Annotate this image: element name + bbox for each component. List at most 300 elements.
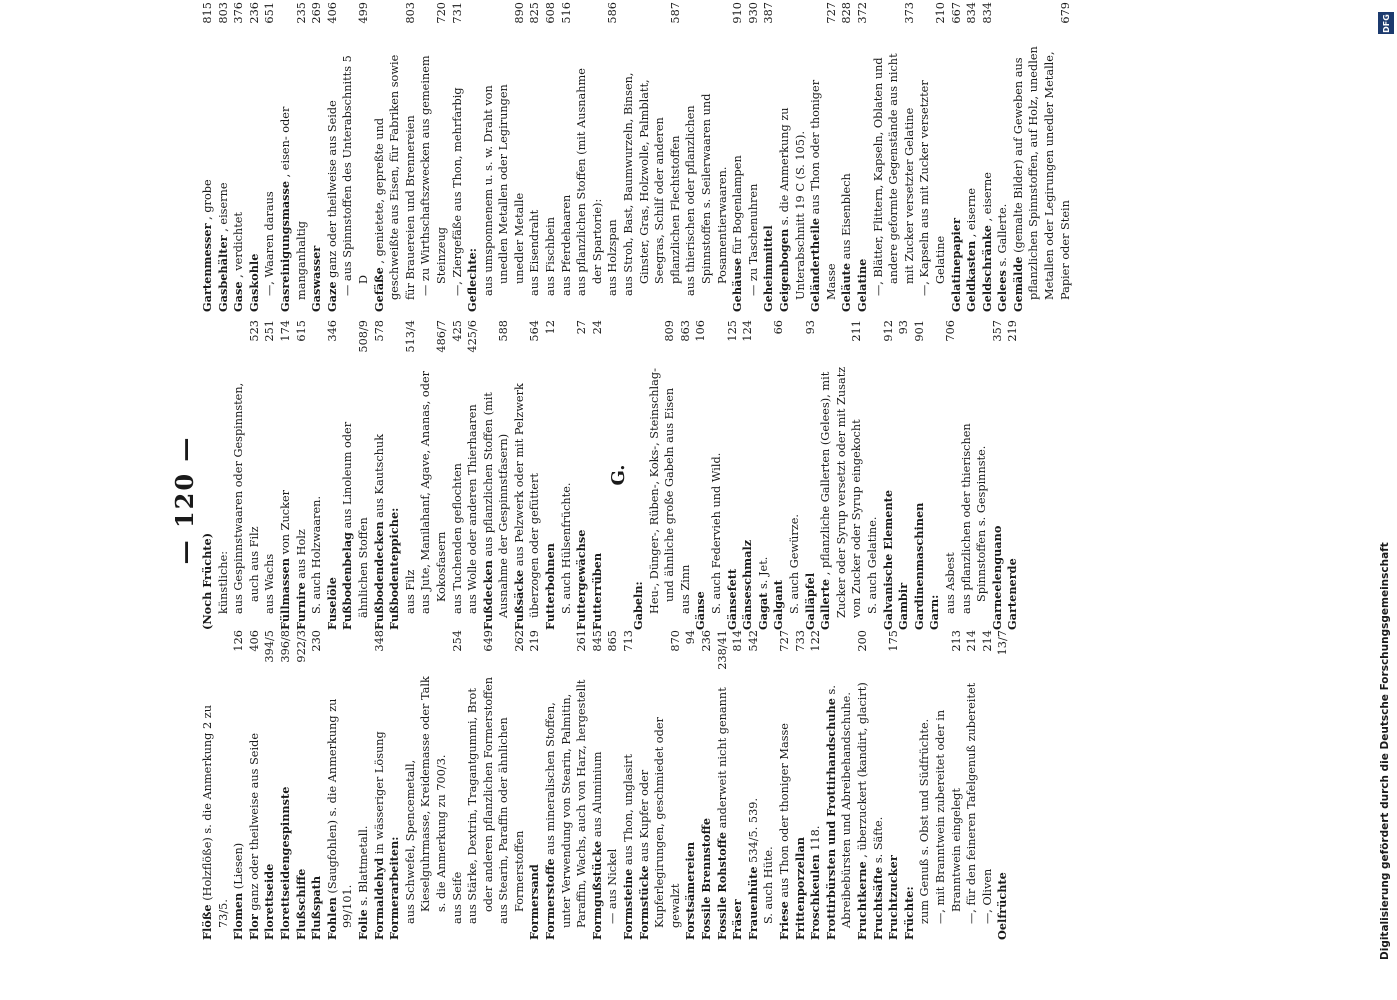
entry-term: Flöße xyxy=(200,904,214,940)
entry-page-ref: 828 xyxy=(840,2,854,24)
entry-page-ref: 863 xyxy=(678,320,692,342)
entry-description: aus mineralischen Stoffen, unter Verwendung von Stearin, Palmitin, Paraffin, Wachs, auch von Harz, hergestellt xyxy=(544,679,589,928)
entry-page-ref: 230 xyxy=(310,630,324,652)
entry-page-ref: 901 xyxy=(912,320,926,342)
index-entry xyxy=(917,2,948,312)
entry-term: Frottirbürsten und Frottirhandschuhe xyxy=(823,698,838,940)
entry-page-ref: 174 xyxy=(278,320,292,342)
index-entry xyxy=(465,320,481,630)
entry-page-ref: 406 xyxy=(325,2,339,24)
entry-term: Fruchtzucker xyxy=(886,855,901,940)
entry-page-ref: 815 xyxy=(201,2,214,24)
index-entry xyxy=(995,630,1011,940)
index-entry xyxy=(777,630,793,940)
entry-description: aus Stärke, Dextrin, Tragantgummi, Brot oder anderen pflanzlichen Formerstoffen xyxy=(466,676,495,924)
entry-description: — zu Wirthschaftszwecken aus gemeinem Steinzeug xyxy=(419,55,448,296)
entry-page-ref: 578 xyxy=(372,320,386,342)
letter-heading: G. xyxy=(608,464,630,486)
index-entry xyxy=(278,630,294,940)
entry-page-ref: 542 xyxy=(746,630,760,652)
entry-page-ref: 406 xyxy=(247,630,261,652)
entry-description: s. Gallerte. xyxy=(996,203,1010,267)
index-entry xyxy=(216,320,232,630)
entry-term: Gelees xyxy=(995,270,1010,312)
entry-page-ref: 373 xyxy=(902,2,916,24)
index-entry xyxy=(818,320,865,630)
entry-description: — aus Nickel xyxy=(606,848,620,924)
index-entry xyxy=(340,2,371,312)
index-entry xyxy=(933,630,964,940)
entry-page-ref: 649 xyxy=(481,630,495,652)
entry-term: Fußbodendecken xyxy=(371,521,386,630)
index-entry xyxy=(325,2,341,312)
index-entry xyxy=(871,2,918,312)
entry-page-ref: 615 xyxy=(294,320,308,342)
entry-term: Futterbohnen xyxy=(543,543,558,630)
entry-description: , überzuckert (kandirt, glacirt) xyxy=(855,682,869,858)
index-entry xyxy=(574,2,605,312)
entry-description: , grobe xyxy=(201,179,214,220)
entry-description: —, für den feineren Tafelgenuß zubereitet xyxy=(965,682,979,924)
entry-page-ref: 834 xyxy=(965,2,979,24)
dfg-logo-text: DFG xyxy=(1381,13,1391,33)
index-entry xyxy=(450,630,466,940)
entry-term: Frauenhüte xyxy=(745,866,760,940)
entry-description: aus Kautschuk xyxy=(372,433,386,518)
entry-page-ref: 106 xyxy=(694,320,708,342)
entry-term: Gartenmesser xyxy=(200,223,214,312)
entry-description: S. auch Holzwaaren. xyxy=(310,495,324,614)
index-entry xyxy=(725,320,741,630)
entry-page-ref: 122 xyxy=(809,630,823,652)
index-entry xyxy=(881,320,897,630)
index-entry xyxy=(543,320,559,630)
index-entry xyxy=(824,630,855,940)
entry-page-ref: 845 xyxy=(590,630,604,652)
entry-term: Formgußstücke xyxy=(589,840,604,940)
digitization-note: Digitalisierung gefördert durch die Deutsche Forschungsgemeinschaft xyxy=(1379,542,1391,960)
entry-page-ref: 219 xyxy=(1006,320,1020,342)
index-entry xyxy=(683,2,730,312)
entry-page-ref: 910 xyxy=(731,2,745,24)
entry-page-ref: 731 xyxy=(450,2,464,24)
entry-description: aus pflanzlichen oder thierischen Spinnstoffen s. Gespinnste. xyxy=(959,423,989,614)
entry-term: Geläute xyxy=(839,262,854,312)
entry-term: Fußbodenbelag xyxy=(340,532,355,630)
entry-page-ref: 12 xyxy=(544,320,558,335)
entry-description: aus Eisenblech xyxy=(840,173,854,260)
entry-page-ref: 425/6 xyxy=(466,320,480,353)
entry-description: aus umsponnenem u. s. w. Draht von unedlen Metallen oder Legirungen unedler Metalle xyxy=(481,84,526,296)
index-entry xyxy=(761,630,777,940)
entry-term: Gartenerde xyxy=(1005,558,1020,630)
entry-page-ref: 214 xyxy=(980,630,994,652)
entry-description: s. Blattmetall. xyxy=(356,825,370,906)
entry-page-ref: 727 xyxy=(824,2,838,24)
index-entry xyxy=(294,630,310,940)
entry-page-ref: 124 xyxy=(741,320,755,342)
entry-description: , eiserne xyxy=(965,187,979,238)
index-entry xyxy=(465,630,496,940)
index-entry xyxy=(787,320,803,630)
index-entry xyxy=(964,2,980,312)
entry-page-ref: 348 xyxy=(372,630,386,652)
index-entry xyxy=(325,630,356,940)
entry-page-ref: 261 xyxy=(575,630,589,652)
index-entry xyxy=(1005,320,1021,630)
entry-page-ref: 825 xyxy=(528,2,542,24)
entry-page-ref: 24 xyxy=(590,320,604,335)
entry-page-ref: 66 xyxy=(772,320,786,335)
entry-term: Gänse xyxy=(693,591,708,630)
index-entry xyxy=(527,630,543,940)
entry-term: Fußsäcke xyxy=(511,569,526,630)
index-entry xyxy=(855,630,871,940)
entry-page-ref: 27 xyxy=(575,320,589,335)
entry-page-ref: 376 xyxy=(232,2,246,24)
entry-term: Geheimmittel xyxy=(761,225,776,312)
index-entry xyxy=(247,2,263,312)
index-entry xyxy=(262,320,278,630)
entry-term: Gaze xyxy=(324,281,339,312)
entry-page-ref: 720 xyxy=(434,2,448,24)
index-entry xyxy=(746,630,762,940)
entry-description: , eiserne xyxy=(216,182,230,232)
index-entry xyxy=(740,320,756,630)
index-entry xyxy=(481,320,512,630)
entry-term: Gänseschmalz xyxy=(740,539,755,630)
entry-page-ref: 516 xyxy=(559,2,573,24)
index-entry xyxy=(309,630,325,940)
index-entry xyxy=(839,2,855,312)
entry-term: Flor xyxy=(246,914,261,940)
entry-term: Formerarbeiten: xyxy=(387,836,402,940)
entry-description: —, mit Branntwein zubereitet oder in Branntwein eingelegt xyxy=(933,709,963,924)
index-entry xyxy=(647,320,678,630)
entry-description: aus Filz xyxy=(403,569,417,614)
entry-page-ref: 834 xyxy=(980,2,994,24)
entry-page-ref: 396/8 xyxy=(278,630,292,663)
entry-term: Formaldehyd xyxy=(371,857,386,940)
entry-description: aus Schwefel, Spencemetall, Kieselguhrmasse, Kreidemasse oder Talk s. die Anmerkung zu 700/3. xyxy=(403,676,448,924)
index-entry xyxy=(512,320,543,630)
entry-description: aus Tuchenden geflochten xyxy=(450,463,464,614)
entry-term: Geländertheile xyxy=(808,217,823,312)
entry-description: (gemalte Bilder) auf Geweben aus pflanzlichen Spinnstoffen, auf Holz, unedlen Metallen oder Legirungen unedler Metalle, Papier oder Stein xyxy=(1011,46,1072,300)
entry-page-ref: 803 xyxy=(403,2,417,24)
index-entry xyxy=(590,320,606,630)
index-entry xyxy=(771,320,787,630)
index-entry xyxy=(543,630,590,940)
index-entry xyxy=(543,2,559,312)
index-entry xyxy=(621,630,637,940)
entry-page-ref: 238/41 xyxy=(715,630,729,670)
index-entry xyxy=(247,630,263,940)
entry-description: aus Holz xyxy=(294,529,308,579)
entry-term: Füllmassen xyxy=(277,557,292,630)
entry-term: Fuselöle xyxy=(324,577,339,630)
entry-description: — aus Spinnstoffen des Unterabschnitts 5 D xyxy=(341,55,370,296)
entry-description: aus Jute, Manilahanf, Agave, Ananas, oder Kokosfasern xyxy=(419,370,448,614)
index-entry xyxy=(959,320,990,630)
index-entry xyxy=(1011,2,1073,312)
entry-term: Fossile Rohstoffe xyxy=(714,831,729,940)
index-entry xyxy=(678,320,694,630)
entry-page-ref: 269 xyxy=(310,2,324,24)
index-entry xyxy=(387,630,403,940)
page-number: — 120 — xyxy=(170,435,199,565)
entry-description: aus Stearin, Paraffin oder ähnlichen Formerstoffen xyxy=(497,717,526,924)
entry-page-ref: 210 xyxy=(933,2,947,24)
entry-description: aus Pferdehaaren xyxy=(559,194,573,296)
index-entry xyxy=(693,320,709,630)
entry-term: Garn: xyxy=(927,594,942,630)
entry-description: (Saugfohlen) s. die Anmerkung zu 99/101. xyxy=(325,698,355,928)
index-entry xyxy=(418,2,449,312)
index-entry xyxy=(917,630,933,940)
index-entry xyxy=(450,320,466,630)
index-entry xyxy=(372,2,419,312)
entry-page-ref: 211 xyxy=(850,320,864,342)
index-entry xyxy=(325,320,341,630)
entry-page-ref: 809 xyxy=(663,320,677,342)
index-entry xyxy=(980,630,996,940)
digitization-banner xyxy=(1375,0,1395,1000)
entry-description: aus Zinn xyxy=(678,564,692,614)
entry-page-ref: 930 xyxy=(746,2,760,24)
index-entry xyxy=(886,630,902,940)
entry-description: aus Aluminium xyxy=(590,751,604,838)
index-entry xyxy=(808,630,824,940)
index-entry xyxy=(356,630,372,940)
entry-page-ref: 679 xyxy=(1058,2,1072,24)
index-entry xyxy=(278,2,309,312)
index-entry xyxy=(777,2,808,312)
entry-description: aus Kupfer oder Kupferlegirungen, geschmiedet oder gewalzt xyxy=(637,717,682,928)
entry-page-ref: 667 xyxy=(949,2,963,24)
entry-term: Gardinenmaschinen xyxy=(911,502,926,630)
index-column-3 xyxy=(200,2,1073,312)
entry-page-ref: 814 xyxy=(731,630,745,652)
entry-term: Gaswasser xyxy=(309,245,324,312)
entry-term: Gaskohle xyxy=(246,253,261,312)
entry-page-ref: 346 xyxy=(325,320,339,342)
index-entry xyxy=(481,2,528,312)
index-entry xyxy=(871,630,887,940)
index-entry xyxy=(403,320,419,630)
index-entry xyxy=(403,630,450,940)
entry-description: —, Oliven xyxy=(980,868,994,924)
entry-page-ref: 94 xyxy=(684,630,698,645)
index-entry xyxy=(995,2,1011,312)
index-entry xyxy=(631,320,647,630)
entry-description: (Holzflöße) s. die Anmerkung 2 zu 73/5. xyxy=(201,705,230,928)
entry-description: ganz oder theilweise aus Seide xyxy=(247,732,261,911)
entry-page-ref: 513/4 xyxy=(403,320,417,353)
entry-page-ref: 251 xyxy=(263,320,277,342)
index-entry xyxy=(527,2,543,312)
entry-description: , pflanzliche Gallerten (Gelees), mit Zucker oder Syrup versetzt oder mit Zusatz von Zucker oder Syrup eingekocht xyxy=(819,366,864,618)
entry-term: Florettseidengespinnste xyxy=(277,786,292,940)
entry-term: Galläpfel xyxy=(802,572,817,630)
entry-term: Formersand xyxy=(527,864,542,940)
entry-term: Froschkeulen xyxy=(808,854,823,940)
entry-description: S. auch Gelatine. xyxy=(865,516,879,614)
entry-description: künstliche: xyxy=(216,550,230,614)
entry-description: aus Linoleum oder ähnlichen Stoffen xyxy=(341,421,370,618)
entry-description: s. die Anmerkung zu Unterabschnitt 19 C (S. 105). xyxy=(777,107,807,300)
index-entry xyxy=(637,630,684,940)
index-entry xyxy=(372,320,388,630)
index-entry xyxy=(865,320,881,630)
index-entry xyxy=(418,320,449,630)
entry-page-ref: 706 xyxy=(943,320,957,342)
index-entry xyxy=(756,320,772,630)
index-entry xyxy=(559,2,575,312)
entry-page-ref: 588 xyxy=(497,320,511,342)
entry-term: Futterrüben xyxy=(589,552,604,630)
index-entry xyxy=(262,2,278,312)
entry-term: Gelatinepapier xyxy=(948,218,963,312)
entry-term: Früchte: xyxy=(901,886,916,940)
entry-page-ref: 890 xyxy=(512,2,526,24)
entry-page-ref: 387 xyxy=(762,2,776,24)
entry-term: Oelfrüchte xyxy=(995,872,1010,940)
index-entry xyxy=(372,630,388,940)
entry-term: (Noch Früchte) xyxy=(200,532,214,630)
entry-term: Geflechte: xyxy=(465,248,480,312)
entry-description: —, Waaren daraus xyxy=(263,191,277,296)
index-entry xyxy=(990,320,1006,630)
entry-description: für Bogenlampen xyxy=(731,155,745,255)
index-entry xyxy=(278,320,294,630)
entry-description: aus Eisendraht xyxy=(528,209,542,296)
entry-page-ref: 236 xyxy=(247,2,261,24)
index-entry xyxy=(793,630,809,940)
entry-description: aus pflanzlichen Stoffen (mit Ausnahme der Spartorie): xyxy=(575,68,604,296)
entry-page-ref: 126 xyxy=(232,630,246,652)
entry-page-ref: 262 xyxy=(512,630,526,652)
entry-description: , genietete, gepreßte und geschweißte aus Eisen, für Fabriken sowie für Brauereien und Brennereien xyxy=(372,54,417,300)
entry-description: (Liesen) xyxy=(232,842,246,890)
entry-page-ref: 394/5 xyxy=(263,630,277,663)
entry-page-ref: 425 xyxy=(450,320,464,342)
entry-term: Formstücke xyxy=(636,865,651,940)
entry-description: aus Fischbein xyxy=(544,216,558,296)
entry-term: Fruchtkerne xyxy=(854,861,869,940)
entry-description: , verdichtet xyxy=(232,212,246,278)
index-entry xyxy=(730,2,746,312)
entry-page-ref: 125 xyxy=(725,320,739,342)
index-entry xyxy=(803,320,819,630)
entry-page-ref: 564 xyxy=(528,320,542,342)
entry-term: Geigenbogen xyxy=(776,228,791,312)
entry-description: aus Gespinnstwaaren oder Gespinnsten, auch aus Filz xyxy=(232,382,261,614)
entry-page-ref: 912 xyxy=(881,320,895,342)
index-entry xyxy=(605,2,621,312)
index-entry xyxy=(605,630,621,940)
index-entry xyxy=(450,2,466,312)
index-entry xyxy=(730,630,746,940)
entry-description: , eiserne xyxy=(980,172,994,222)
entry-page-ref: 508/9 xyxy=(356,320,370,353)
entry-description: —, Ziergefäße aus Thon, mehrfarbig xyxy=(450,87,464,296)
entry-term: Geldschränke xyxy=(979,225,994,312)
index-entry xyxy=(964,630,980,940)
index-entry xyxy=(761,2,777,312)
entry-term: Gallerte xyxy=(818,578,833,630)
entry-description: aus Thon oder thoniger Masse xyxy=(809,79,838,300)
entry-description: aus thierischen oder pflanzlichen Spinnstoffen s. Seilerwaaren und Posamentierwaaren. xyxy=(684,93,729,296)
entry-page-ref: 870 xyxy=(668,630,682,652)
index-entry xyxy=(496,630,527,940)
index-entry xyxy=(699,630,715,940)
entry-description: aus Asbest xyxy=(943,552,957,614)
entry-term: Gambir xyxy=(896,582,911,630)
entry-page-ref: 254 xyxy=(450,630,464,652)
index-entry xyxy=(231,2,247,312)
entry-description: aus Thon oder thoniger Masse xyxy=(777,723,791,898)
index-entry xyxy=(559,320,575,630)
entry-term: Gasbehälter xyxy=(215,235,230,312)
entry-term: Friese xyxy=(776,901,791,940)
index-entry xyxy=(231,320,262,630)
entry-page-ref: 727 xyxy=(777,630,791,652)
index-entry xyxy=(309,320,325,630)
entry-description: aus Thon, unglasirt xyxy=(622,754,636,866)
index-entry xyxy=(949,2,965,312)
entry-term: Fußbodenteppiche: xyxy=(387,507,402,630)
entry-page-ref: 922/3 xyxy=(294,630,308,663)
index-entry xyxy=(912,320,928,630)
entry-term: Flomen xyxy=(231,892,246,940)
index-entry xyxy=(927,320,943,630)
entry-term: Gabeln: xyxy=(631,581,646,630)
entry-page-ref: 235 xyxy=(294,2,308,24)
index-entry xyxy=(231,630,247,940)
entry-page-ref: 213 xyxy=(949,630,963,652)
entry-term: Gänsefett xyxy=(724,568,739,630)
entry-description: aus Holzspan xyxy=(606,219,620,296)
entry-page-ref: 486/7 xyxy=(434,320,448,353)
index-entry xyxy=(294,320,310,630)
entry-description: aus pflanzlichen Stoffen (mit Ausnahme der Gespinnstfasern) xyxy=(481,392,511,618)
entry-page-ref: 608 xyxy=(544,2,558,24)
entry-term: Gelatine xyxy=(854,258,869,312)
entry-description: aus Seife xyxy=(450,871,464,924)
rotated-page xyxy=(160,0,1260,1000)
index-entry xyxy=(896,320,912,630)
entry-description: — zu Taschenuhren xyxy=(746,183,760,296)
entry-description: aus Wachs xyxy=(263,553,277,614)
entry-page-ref: 13/7 xyxy=(996,630,1010,656)
index-entry xyxy=(574,320,590,630)
entry-page-ref: 357 xyxy=(990,320,1004,342)
entry-page-ref: 200 xyxy=(855,630,869,652)
entry-term: Gasreinigungsmasse xyxy=(277,180,292,312)
entry-description: 118. xyxy=(809,825,823,851)
entry-description: —, Blätter, Flittern, Kapseln, Oblaten und andere geformte Gegenstände aus nicht mit Zucker versetzter Gelatine xyxy=(871,53,916,296)
entry-description: S. auch Hüte. xyxy=(762,846,776,924)
entry-description: s. Jet. xyxy=(756,556,770,589)
index-entry xyxy=(980,2,996,312)
entry-description: ganz oder theilweise aus Seide xyxy=(325,100,339,278)
index-entry xyxy=(715,630,731,940)
entry-page-ref: 93 xyxy=(897,320,911,335)
index-entry xyxy=(200,630,231,940)
entry-term: Fußdecken xyxy=(480,560,495,630)
index-entry xyxy=(943,320,959,630)
